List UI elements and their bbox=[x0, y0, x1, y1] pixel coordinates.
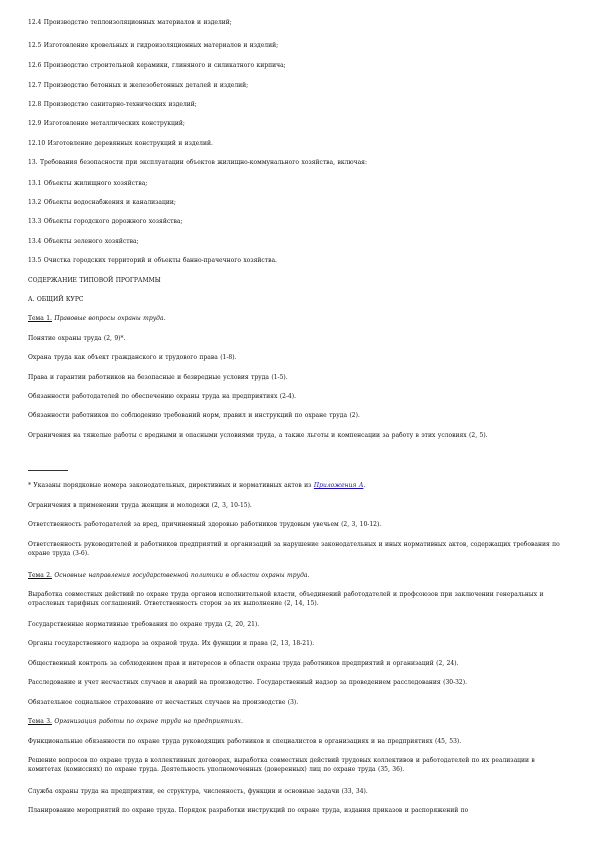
section-heading: СОДЕРЖАНИЕ ТИПОВОЙ ПРОГРАММЫ bbox=[28, 277, 161, 284]
paragraph: Обязательное социальное страхование от несчастных случаев на производстве (3). bbox=[28, 699, 299, 706]
paragraph: Охрана труда как объект гражданского и трудового права (1-8). bbox=[28, 354, 237, 361]
footnote-end: . bbox=[363, 482, 366, 489]
list-item: 13.4 Объекты зеленого хозяйства; bbox=[28, 238, 139, 245]
paragraph: Обязанности работников по соблюдению требований норм, правил и инструкций по охране труда (2). bbox=[28, 412, 360, 419]
list-item: 13. Требования безопасности при эксплуатации объектов жилищно-коммунального хозяйства, включая: bbox=[28, 159, 367, 166]
list-item: 13.1 Объекты жилищного хозяйства; bbox=[28, 180, 148, 187]
paragraph: Функциональные обязанности по охране труда руководящих работников и специалистов в организациях и на предприятиях (45, 53). bbox=[28, 738, 462, 745]
paragraph: Ограничения в применении труда женщин и молодежи (2, 3, 10-15). bbox=[28, 502, 252, 509]
paragraph: Понятие охраны труда (2, 9)*. bbox=[28, 335, 126, 342]
topic-number: Тема 1. bbox=[28, 315, 52, 322]
paragraph: Права и гарантии работников на безопасные и безвредные условия труда (1-5). bbox=[28, 374, 288, 381]
topic-number: Тема 2. bbox=[28, 572, 52, 579]
paragraph: Ответственность руководителей и работников предприятий и организаций за нарушение законодательных и иных нормативных актов, содержащих требования по охране труда (3-6). bbox=[28, 541, 560, 557]
footnote bbox=[28, 481, 568, 490]
topic-title: Правовые вопросы охраны труда. bbox=[51, 315, 166, 322]
list-item: 12.5 Изготовление кровельных и гидроизоляционных материалов и изделий; bbox=[28, 42, 279, 49]
paragraph: Планирование мероприятий по охране труда. Порядок разработки инструкций по охране труда, издания приказов и распоряжений по bbox=[28, 807, 469, 814]
paragraph: Служба охраны труда на предприятии, ее структура, численность, функции и основные задачи (33, 34). bbox=[28, 788, 368, 795]
list-item: 12.6 Производство строительной керамики, глиняного и силикатного кирпича; bbox=[28, 62, 286, 69]
paragraph: Общественный контроль за соблюдением прав и интересов в области охраны труда работников предприятий и организаций (2, 24). bbox=[28, 660, 459, 667]
list-item: 12.8 Производство санитарно-технических изделий; bbox=[28, 101, 197, 108]
paragraph: Обязанности работодателей по обеспечению охраны труда на предприятиях (2-4). bbox=[28, 393, 296, 400]
topic-title: Основные направления государственной политики в области охраны труда. bbox=[51, 572, 310, 579]
appendix-link[interactable]: Приложения А bbox=[313, 482, 364, 489]
list-item: 12.9 Изготовление металлических конструкций; bbox=[28, 120, 185, 127]
footnote-text: * Указаны порядковые номера законодательных, директивных и нормативных актов из bbox=[28, 482, 314, 489]
list-item: 13.5 Очистка городских территорий и объекты банно-прачечного хозяйства. bbox=[28, 257, 277, 264]
list-item: 12.7 Производство бетонных и железобетонных деталей и изделий; bbox=[28, 82, 249, 89]
list-item: 13.3 Объекты городского дорожного хозяйства; bbox=[28, 218, 183, 225]
list-item: 13.2 Объекты водоснабжения и канализации; bbox=[28, 199, 176, 206]
topic-number: Тема 3. bbox=[28, 718, 52, 725]
paragraph: Решение вопросов по охране труда в коллективных договорах, выработка совместных действий трудовых коллективов и работодателей по их реализации в комитетах (комиссиях) по охране труда. Деятельность уполномоченных (доверенных) лиц по охране труда (35, 36). bbox=[28, 757, 535, 773]
section-heading: А. ОБЩИЙ КУРС bbox=[28, 296, 84, 303]
paragraph: Выработка совместных действий по охране труда органов исполнительной власти, объединений работодателей и профсоюзов при заключении генеральных и отраслевых тарифных соглашений. Ответственность сторон за их выполнение (2, 14, 15). bbox=[28, 591, 544, 607]
paragraph: Расследование и учет несчастных случаев и аварий на производстве. Государственный надзор за проведением расследования (30-32). bbox=[28, 679, 467, 686]
list-item: 12.10 Изготовление деревянных конструкций и изделий. bbox=[28, 140, 213, 147]
topic-heading bbox=[28, 717, 568, 726]
topic-heading bbox=[28, 314, 568, 323]
paragraph: Государственные нормативные требования по охране труда (2, 20, 21). bbox=[28, 621, 260, 628]
topic-heading bbox=[28, 571, 568, 580]
paragraph: Ответственность работодателей за вред, причиненный здоровью работников трудовым увечьем (2, 3, 10-12). bbox=[28, 521, 382, 528]
paragraph: Ограничения на тяжелые работы с вредными и опасными условиями труда, а также льготы и компенсации за работу в этих условиях (2, 5). bbox=[28, 432, 488, 439]
footnote-divider bbox=[28, 470, 68, 471]
topic-title: Организация работы по охране труда на предприятиях. bbox=[51, 718, 243, 725]
paragraph: Органы государственного надзора за охраной труда. Их функции и права (2, 13, 18-21). bbox=[28, 640, 315, 647]
list-item: 12.4 Производство теплоизоляционных материалов и изделий; bbox=[28, 19, 232, 26]
